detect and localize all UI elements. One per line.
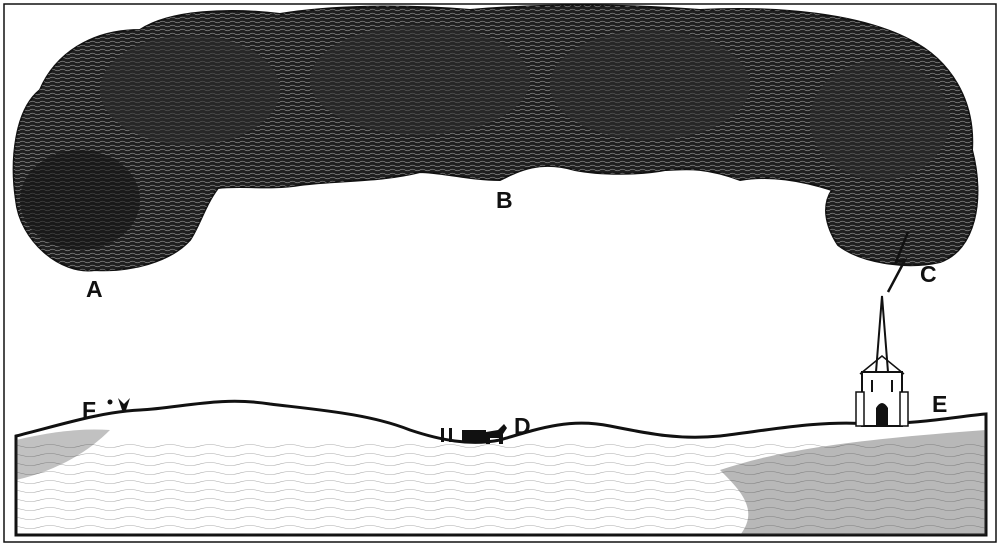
storm-cloud (14, 6, 978, 271)
cloud-billow (310, 25, 530, 135)
ground (16, 401, 986, 535)
church-wing (856, 392, 864, 426)
cloud-billow (810, 60, 950, 180)
cloud-billow (20, 150, 140, 250)
label-f: F (82, 397, 97, 423)
cloud-billow (100, 35, 280, 145)
label-b: B (496, 187, 513, 213)
label-a: A (86, 276, 103, 302)
church-door (876, 403, 888, 426)
label-d: D (514, 413, 531, 439)
church-wing (900, 392, 908, 426)
observers-f (108, 398, 131, 410)
church-steeple (876, 296, 888, 372)
label-c: C (920, 261, 937, 287)
label-e: E (932, 391, 948, 417)
cloud-billow (550, 30, 750, 140)
church-e (856, 296, 908, 426)
